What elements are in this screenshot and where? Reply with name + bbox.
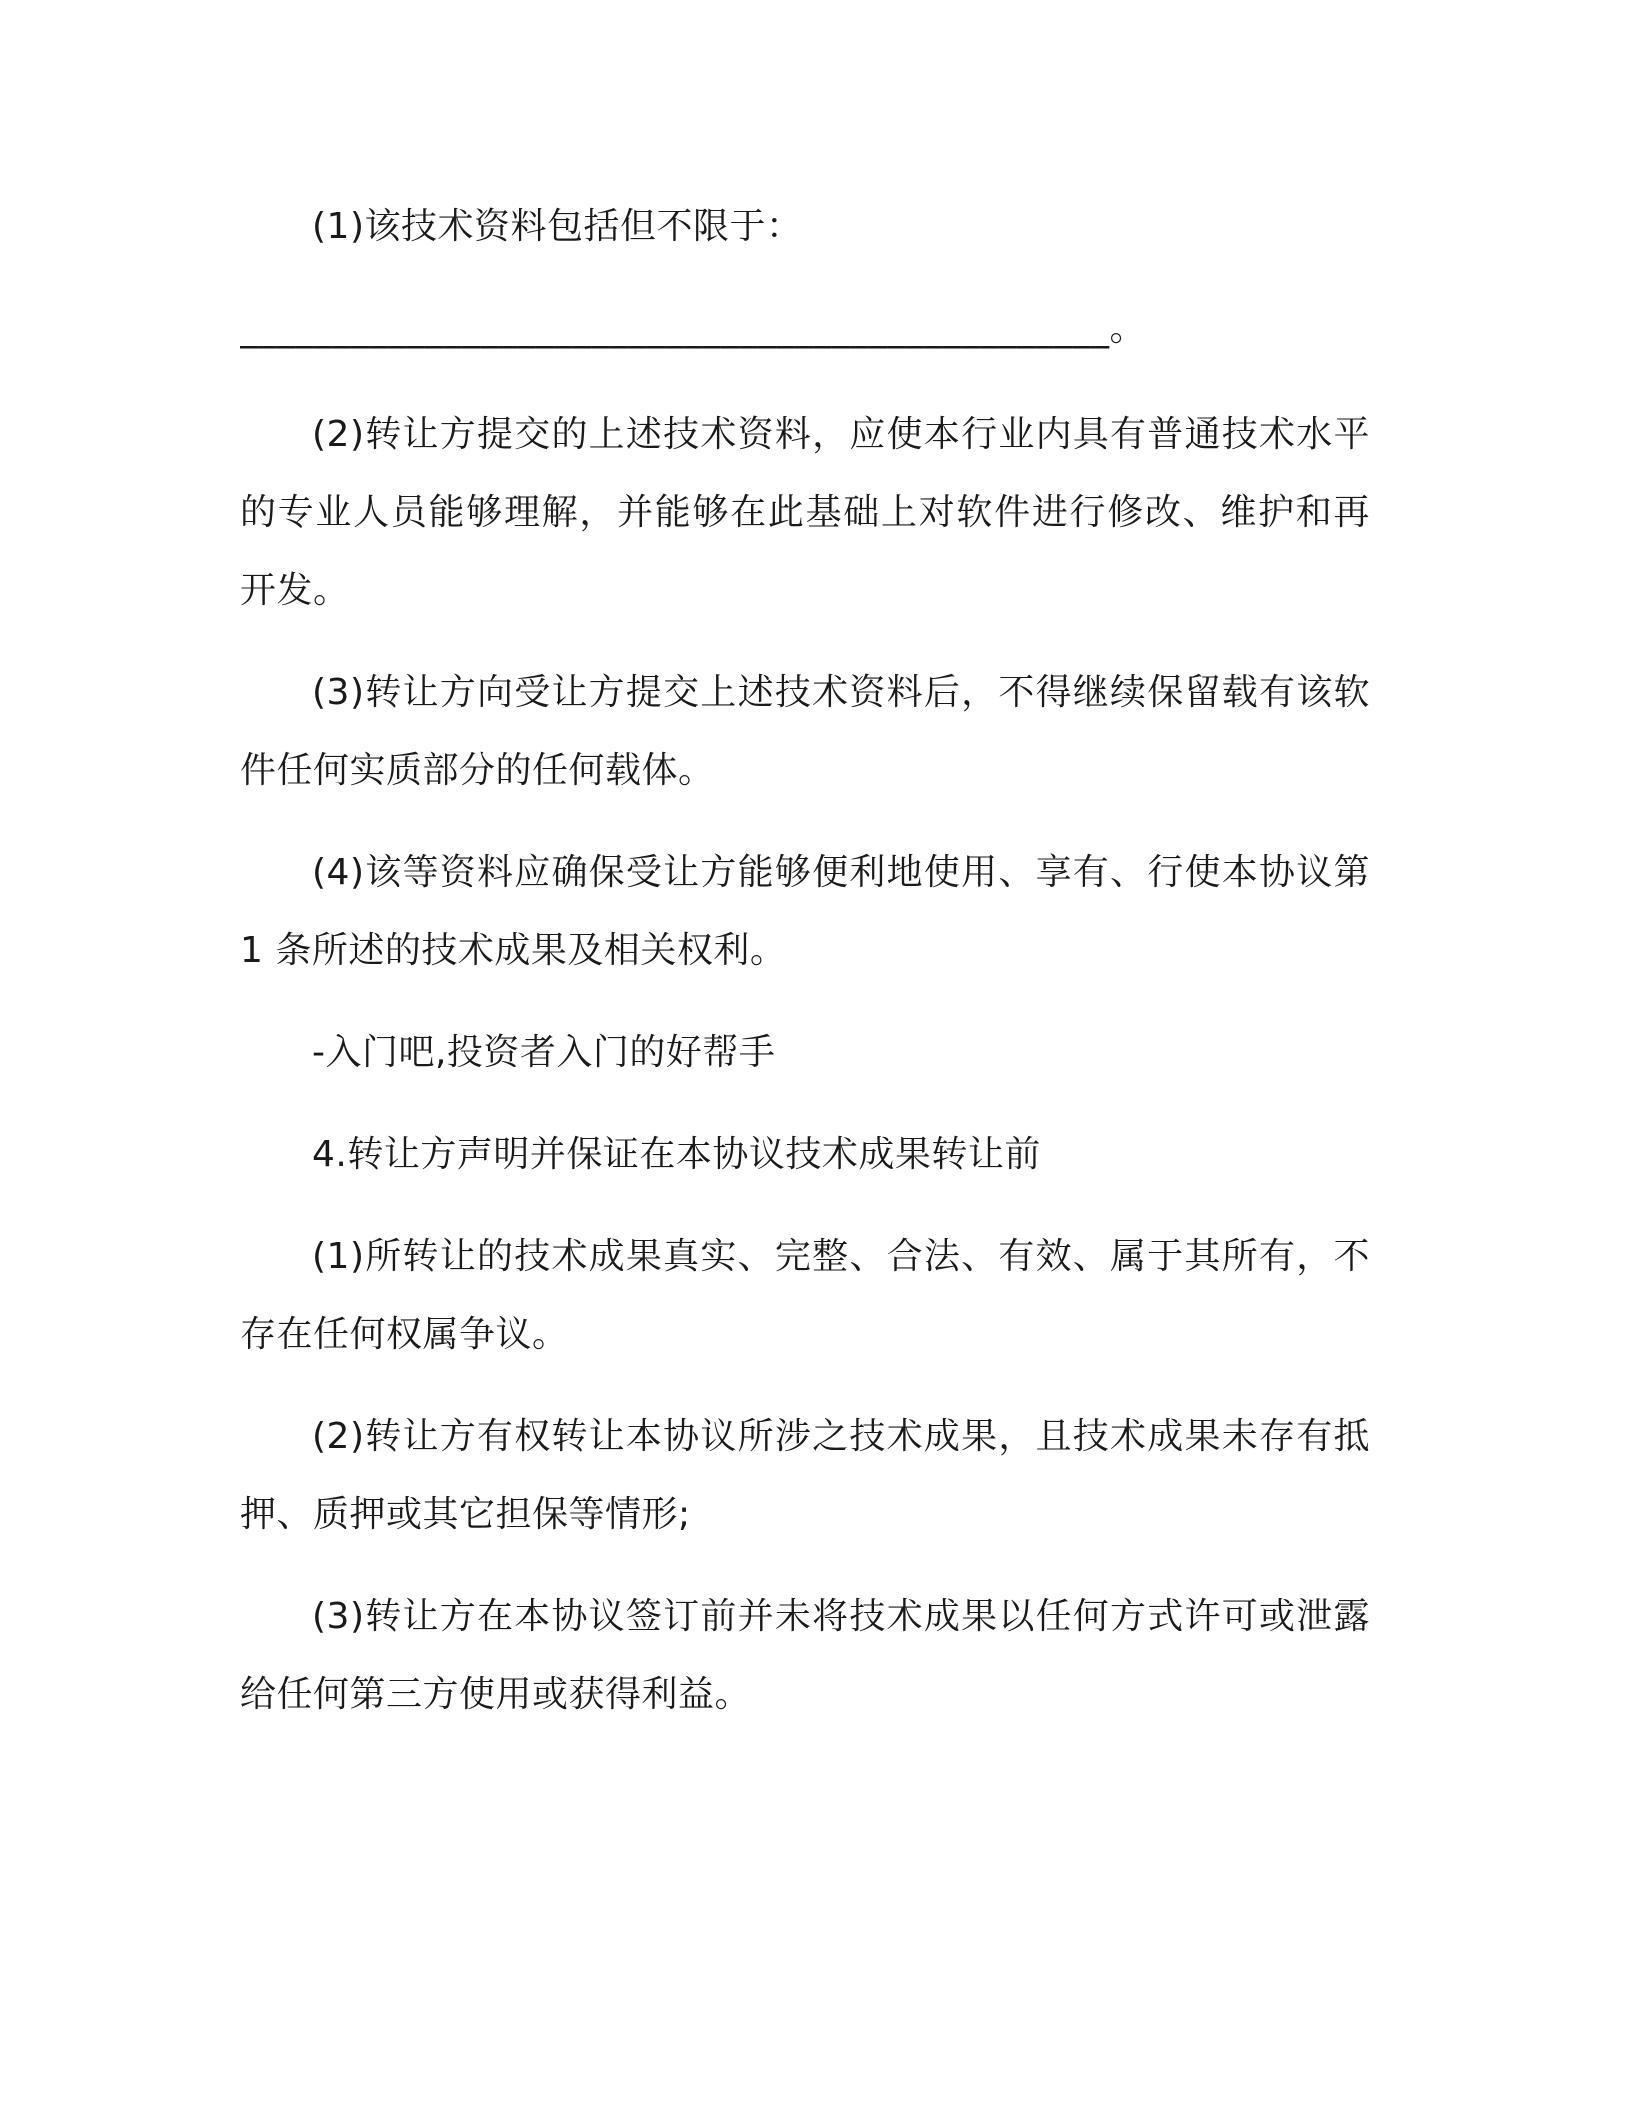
paragraph-authenticity: (1)所转让的技术成果真实、完整、合法、有效、属于其所有，不存在任何权属争议。 xyxy=(240,1236,1370,1355)
paragraph-materials-scope: (1)该技术资料包括但不限于： xyxy=(312,206,803,247)
paragraph-no-prior-license: (3)转让方在本协议签订前并未将技术成果以任何方式许可或泄露给任何第三方使用或获得利益。 xyxy=(240,1596,1370,1715)
paragraph-materials-comprehensibility: (2)转让方提交的上述技术资料，应使本行业内具有普通技术水平的专业人员能够理解，并能够在此基础上对软件进行修改、维护和再开发。 xyxy=(240,414,1370,611)
paragraph-watermark-line: -入门吧,投资者入门的好帮手 xyxy=(312,1032,776,1073)
paragraph-no-retention: (3)转让方向受让方提交上述技术资料后，不得继续保留载有该软件任何实质部分的任何载体。 xyxy=(240,672,1370,791)
paragraph-ensure-use: (4)该等资料应确保受让方能够便利地使用、享有、行使本协议第 1 条所述的技术成果及相关权利。 xyxy=(240,852,1370,971)
paragraph-right-to-transfer: (2)转让方有权转让本协议所涉之技术成果，且技术成果未存有抵押、质押或其它担保等情形; xyxy=(240,1416,1370,1535)
paragraph-blank-fill-line: _______________________________________________。 xyxy=(240,308,1146,349)
paragraph-section-4-heading: 4.转让方声明并保证在本协议技术成果转让前 xyxy=(312,1134,1041,1175)
document-body xyxy=(240,188,1370,1758)
